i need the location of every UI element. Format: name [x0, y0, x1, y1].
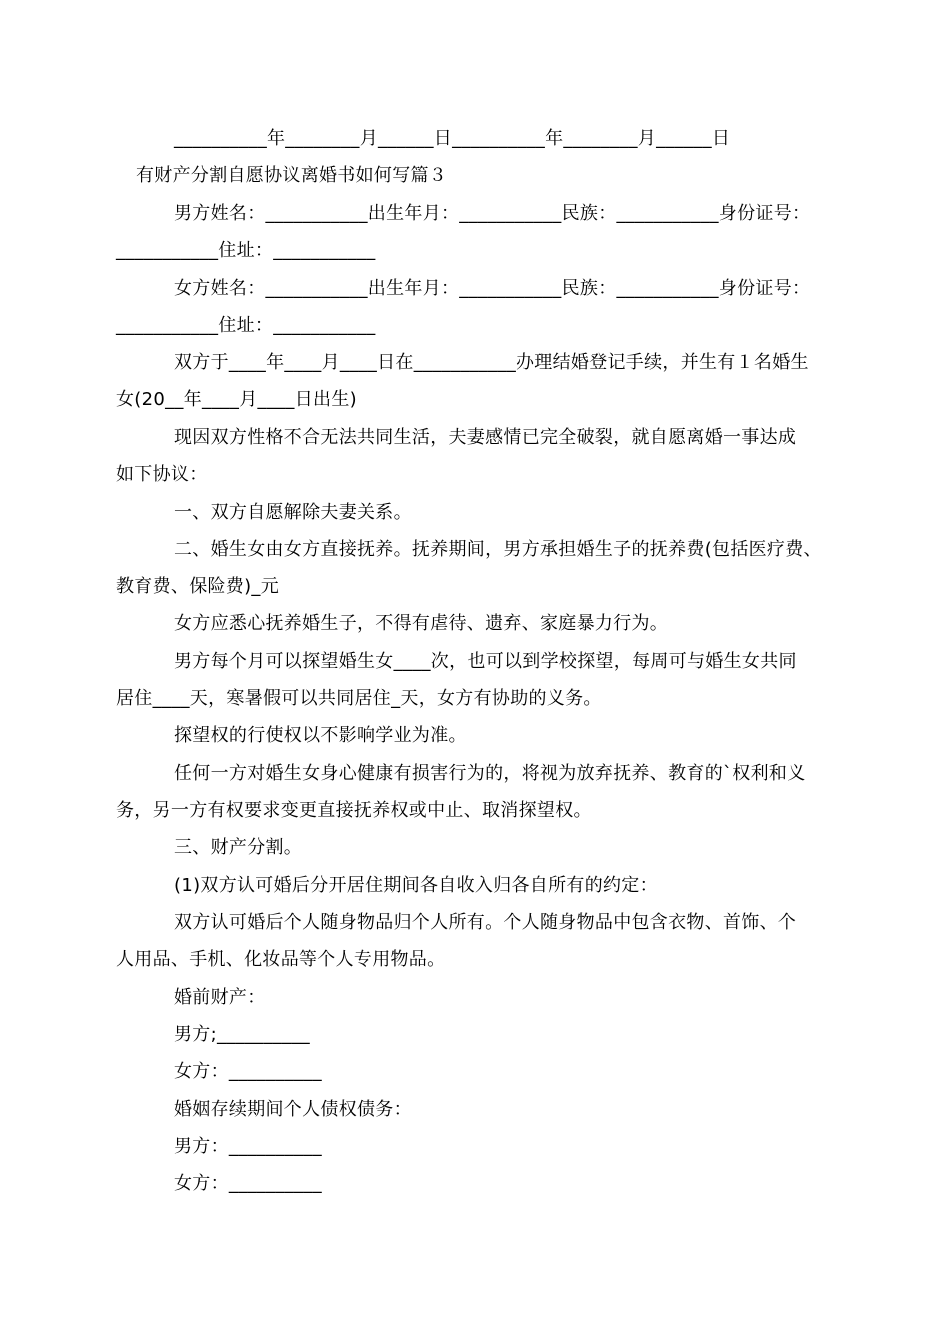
premarital-heading: 婚前财产：: [174, 987, 266, 1008]
clause-3: 三、财产分割。: [174, 837, 303, 858]
harm-paragraph: 任何一方对婚生女身心健康有损害行为的，将视为放弃抚养、教育的`权利和义: [174, 763, 806, 784]
marriage-paragraph-2: 女(20__年____月____日出生): [116, 389, 357, 410]
personal-items-paragraph: 双方认可婚后个人随身物品归个人所有。个人随身物品中包含衣物、首饰、个: [174, 912, 797, 933]
visit-paragraph-2: 居住____天，寒暑假可以共同居住_天，女方有协助的义务。: [116, 688, 602, 709]
reason-paragraph: 现因双方性格不合无法共同生活，夫妻感情已完全破裂，就自愿离婚一事达成: [174, 427, 797, 448]
date-line: __________年________月______日__________年________月______日: [174, 128, 731, 149]
sub-clause-1: (1)双方认可婚后分开居住期间各自收入归各自所有的约定：: [174, 875, 658, 896]
clause-1: 一、双方自愿解除夫妻关系。: [174, 502, 412, 523]
section-title: 有财产分割自愿协议离婚书如何写篇３: [136, 165, 448, 186]
harm-paragraph-2: 务，另一方有权要求变更直接抚养权或中止、取消探望权。: [116, 800, 592, 821]
personal-items-paragraph-2: 人用品、手机、化妆品等个人专用物品。: [116, 949, 446, 970]
marriage-paragraph: 双方于____年____月____日在___________办理结婚登记手续，并生有１名婚生: [174, 352, 809, 373]
debt-female: 女方：__________: [174, 1173, 322, 1194]
debt-male: 男方：__________: [174, 1136, 322, 1157]
premarital-male: 男方;__________: [174, 1024, 310, 1045]
clause-2-cont: 教育费、保险费)_元: [116, 576, 280, 597]
male-info-line: 男方姓名：___________出生年月：___________民族：___________身份证号：: [174, 203, 811, 224]
clause-2-care: 女方应悉心抚养婚生子，不得有虐待、遗弃、家庭暴力行为。: [174, 613, 669, 634]
male-info-line-2: ___________住址：___________: [116, 240, 376, 261]
female-info-line-2: ___________住址：___________: [116, 315, 376, 336]
premarital-female: 女方：__________: [174, 1061, 322, 1082]
reason-paragraph-2: 如下协议：: [116, 464, 208, 485]
visit-rule: 探望权的行使权以不影响学业为准。: [174, 725, 467, 746]
female-info-line: 女方姓名：___________出生年月：___________民族：___________身份证号：: [174, 278, 811, 299]
visit-paragraph: 男方每个月可以探望婚生女____次，也可以到学校探望，每周可与婚生女共同: [174, 651, 797, 672]
clause-2: 二、婚生女由女方直接抚养。抚养期间，男方承担婚生子的抚养费(包括医疗费、: [174, 539, 822, 560]
debt-heading: 婚姻存续期间个人债权债务：: [174, 1099, 412, 1120]
